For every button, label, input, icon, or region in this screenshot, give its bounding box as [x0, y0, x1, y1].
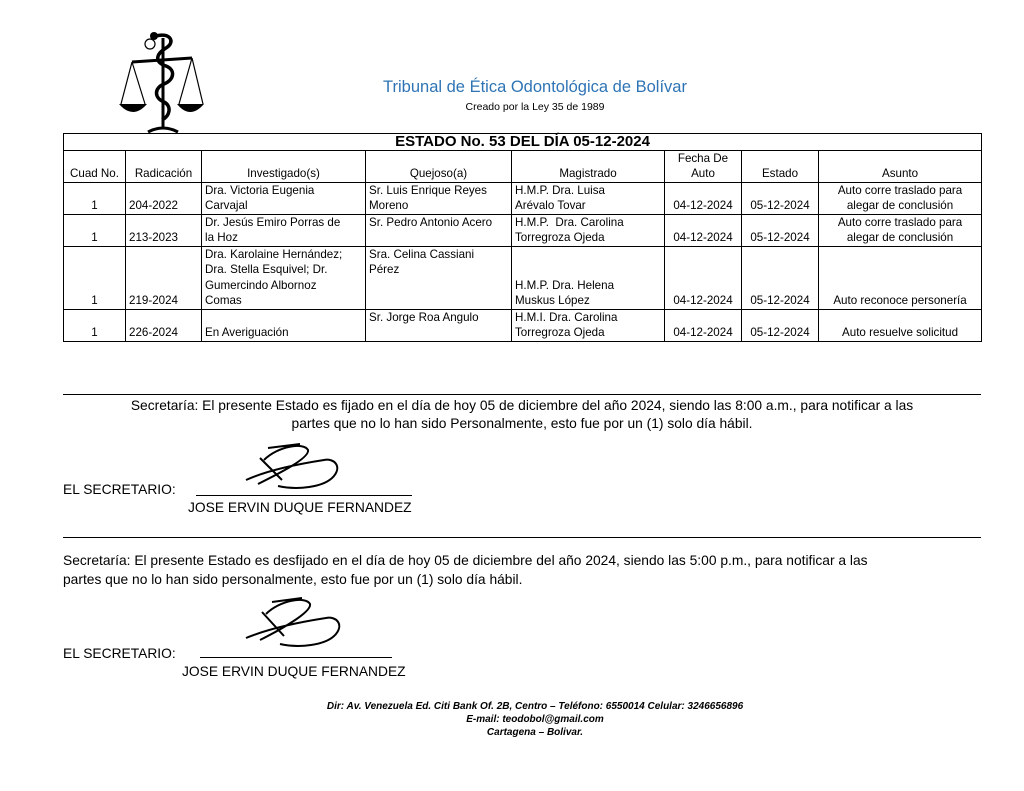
cell-line: Arévalo Tovar	[515, 199, 586, 212]
cell-radicacion: 204-2022	[126, 182, 202, 214]
cell-magistrado	[512, 214, 665, 246]
col-header-fecha-line2: Auto	[691, 167, 715, 180]
section-divider	[63, 394, 981, 395]
org-subtitle: Creado por la Ley 35 de 1989	[465, 101, 605, 113]
table-row	[64, 309, 982, 341]
org-name: Tribunal de Ética Odontológica de Bolívar	[383, 78, 687, 96]
cell-fecha: 04-12-2024	[665, 214, 742, 246]
table-title: ESTADO No. 53 DEL DÍA 05-12-2024	[64, 134, 982, 151]
table-row	[64, 214, 982, 246]
cell-investigado: En Averiguación	[202, 309, 366, 341]
footer-address: Dir: Av. Venezuela Ed. Citi Bank Of. 2B, Centro – Teléfono: 6550014 Celular: 3246656896	[326, 701, 744, 712]
cell-line: Dra. Victoria Eugenia	[205, 183, 315, 197]
cell-cuad: 1	[64, 246, 126, 309]
cell-quejoso	[366, 309, 512, 341]
cell-quejoso	[366, 182, 512, 214]
col-header-estado: Estado	[742, 150, 819, 182]
cell-line: Sr. Pedro Antonio Acero	[369, 215, 493, 229]
cell-line: H.M.I. Dra. Carolina	[515, 310, 618, 324]
signature-line	[196, 495, 412, 496]
estado-table	[63, 133, 982, 342]
cell-investigado	[202, 214, 366, 246]
cell-line: la Hoz	[205, 231, 238, 244]
footer-email: E-mail: teodobol@gmail.com	[466, 714, 604, 725]
section-divider	[63, 537, 981, 538]
cell-asunto	[819, 182, 982, 214]
cell-magistrado	[512, 246, 665, 309]
cell-line: H.M.P. Dra. Carolina	[515, 215, 624, 229]
cell-cuad: 1	[64, 182, 126, 214]
cell-line: Moreno	[369, 199, 409, 212]
cell-line: Torregroza Ojeda	[515, 326, 605, 339]
cell-radicacion: 213-2023	[126, 214, 202, 246]
cell-cuad: 1	[64, 214, 126, 246]
cell-magistrado	[512, 182, 665, 214]
desfijacion-line1: Secretaría: El presente Estado es desfijado en el día de hoy 05 de diciembre del año 2024, siendo las 5:00 p.m., para notificar a las	[63, 553, 868, 568]
cell-line: Auto corre traslado para	[837, 215, 963, 229]
fijacion-line2: partes que no lo han sido Personalmente, esto fue por un (1) solo día hábil.	[291, 416, 753, 431]
handwritten-signature-icon	[238, 440, 358, 496]
cell-line: Muskus López	[515, 294, 590, 307]
col-header-fecha	[665, 150, 742, 182]
fijacion-line1: Secretaría: El presente Estado es fijado en el día de hoy 05 de diciembre del año 2024, siendo las 8:00 a.m., para notificar a las	[130, 398, 914, 413]
cell-asunto: Auto reconoce personería	[819, 246, 982, 309]
col-header-magistrado: Magistrado	[512, 150, 665, 182]
cell-estado: 05-12-2024	[742, 246, 819, 309]
col-header-quejoso: Quejoso(a)	[366, 150, 512, 182]
cell-line: Sr. Luis Enrique Reyes	[369, 183, 487, 197]
col-header-cuad: Cuad No.	[64, 150, 126, 182]
cell-asunto	[819, 214, 982, 246]
cell-radicacion: 219-2024	[126, 246, 202, 309]
cell-line: Dra. Karolaine Hernández;	[205, 247, 343, 261]
cell-line: H.M.P. Dra. Luisa	[515, 183, 605, 197]
desfijacion-line2: partes que no lo han sido personalmente, esto fue por un (1) solo día hábil.	[63, 572, 523, 587]
table-row	[64, 182, 982, 214]
table-header-row	[64, 150, 982, 182]
cell-quejoso	[366, 214, 512, 246]
cell-estado: 05-12-2024	[742, 309, 819, 341]
cell-fecha: 04-12-2024	[665, 246, 742, 309]
cell-line	[369, 230, 508, 246]
cell-line: Gumercindo Albornoz	[205, 278, 317, 292]
cell-line: Dr. Jesús Emiro Porras de	[205, 215, 341, 229]
footer-city: Cartagena – Bolivar.	[486, 727, 584, 738]
col-header-asunto: Asunto	[819, 150, 982, 182]
cell-quejoso	[366, 246, 512, 309]
col-header-radicacion: Radicación	[126, 150, 202, 182]
cell-line: Torregroza Ojeda	[515, 231, 605, 244]
desfijacion-secretario-label: EL SECRETARIO:	[63, 646, 176, 661]
cell-magistrado	[512, 309, 665, 341]
cell-line	[369, 325, 508, 341]
cell-asunto: Auto resuelve solicitud	[819, 309, 982, 341]
fijacion-secretario-name: JOSE ERVIN DUQUE FERNANDEZ	[188, 500, 412, 515]
cell-line: alegar de conclusión	[846, 231, 954, 244]
cell-line: H.M.P. Dra. Helena	[515, 278, 615, 292]
col-header-fecha-line1: Fecha De	[677, 151, 729, 165]
col-header-investigado: Investigado(s)	[202, 150, 366, 182]
cell-radicacion: 226-2024	[126, 309, 202, 341]
cell-line: Sr. Jorge Roa Angulo	[369, 310, 479, 324]
cell-fecha: 04-12-2024	[665, 182, 742, 214]
cell-line: Pérez	[369, 263, 400, 276]
handwritten-signature-icon	[238, 596, 358, 654]
cell-line: Auto corre traslado para	[837, 183, 963, 197]
cell-line: Dra. Stella Esquivel; Dr.	[205, 263, 328, 276]
fijacion-secretario-label: EL SECRETARIO:	[63, 482, 176, 497]
cell-investigado	[202, 246, 366, 309]
table-row	[64, 246, 982, 309]
cell-investigado	[202, 182, 366, 214]
cell-line: alegar de conclusión	[846, 199, 954, 212]
cell-line: Carvajal	[205, 199, 248, 212]
desfijacion-secretario-name: JOSE ERVIN DUQUE FERNANDEZ	[182, 664, 406, 679]
cell-cuad: 1	[64, 309, 126, 341]
cell-estado: 05-12-2024	[742, 182, 819, 214]
cell-line: Sra. Celina Cassiani	[369, 247, 475, 261]
cell-fecha: 04-12-2024	[665, 309, 742, 341]
cell-line: Comas	[205, 294, 242, 307]
cell-estado: 05-12-2024	[742, 214, 819, 246]
signature-line	[200, 657, 392, 658]
